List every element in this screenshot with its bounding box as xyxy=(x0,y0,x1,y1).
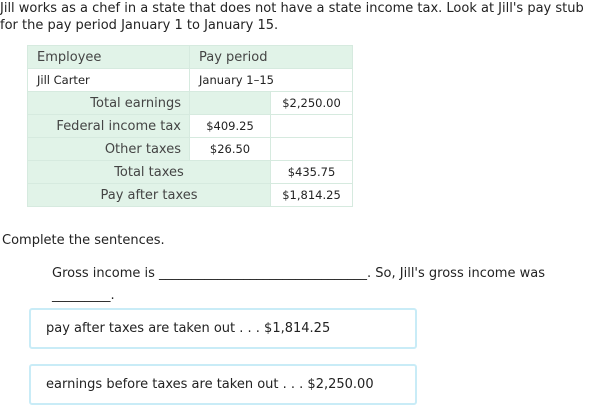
sentence-part-1: Gross income is xyxy=(52,266,160,281)
answer-blank-2[interactable]: _________ xyxy=(52,288,111,303)
pay-after-taxes-row xyxy=(28,184,353,207)
instructions: Complete the sentences. xyxy=(2,233,165,248)
total-earnings-blank xyxy=(190,92,271,115)
sentence-part-3: . xyxy=(110,288,115,303)
sentence-part-2: . So, Jill's gross income was xyxy=(367,266,545,281)
pay-period-value: January 1–15 xyxy=(190,69,353,92)
fill-in-sentence xyxy=(52,263,597,307)
pay-stub-table xyxy=(27,45,353,207)
question-intro: Jill works as a chef in a state that does not have a state income tax. Look at Jill's pay stub for the pay period January 1 to January 15. xyxy=(0,1,584,33)
total-earnings-label: Total earnings xyxy=(28,92,190,115)
other-taxes-row xyxy=(28,138,353,161)
federal-tax-blank xyxy=(271,115,353,138)
total-taxes-label: Total taxes xyxy=(28,161,271,184)
employee-info-row xyxy=(28,69,353,92)
total-taxes-row xyxy=(28,161,353,184)
employee-header: Employee xyxy=(28,46,190,69)
pay-after-taxes-amount: $1,814.25 xyxy=(271,184,353,207)
other-taxes-blank xyxy=(271,138,353,161)
federal-tax-label: Federal income tax xyxy=(28,115,190,138)
answer-choice-earnings-before-taxes[interactable]: earnings before taxes are taken out . . . $2,250.00 xyxy=(29,364,417,405)
federal-tax-amount: $409.25 xyxy=(190,115,271,138)
answer-choice-pay-after-taxes[interactable]: pay after taxes are taken out . . . $1,814.25 xyxy=(29,308,417,349)
answer-blank-1[interactable]: ________________________________ xyxy=(159,266,368,281)
employee-name: Jill Carter xyxy=(28,69,190,92)
pay-after-taxes-label: Pay after taxes xyxy=(28,184,271,207)
total-taxes-amount: $435.75 xyxy=(271,161,353,184)
pay-stub-header-row xyxy=(28,46,353,69)
federal-tax-row xyxy=(28,115,353,138)
other-taxes-label: Other taxes xyxy=(28,138,190,161)
pay-period-header: Pay period xyxy=(190,46,353,69)
total-earnings-amount: $2,250.00 xyxy=(271,92,353,115)
other-taxes-amount: $26.50 xyxy=(190,138,271,161)
total-earnings-row xyxy=(28,92,353,115)
